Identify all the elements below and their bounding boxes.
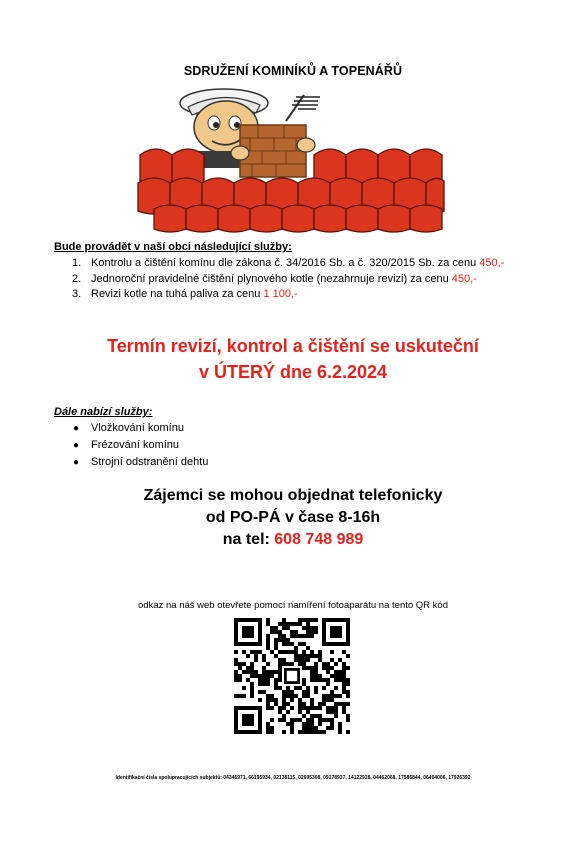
item-number: 1. <box>72 257 82 269</box>
item-text: Frézování komínu <box>91 439 180 451</box>
item-price: 1 100,- <box>263 288 298 300</box>
item-number: 2. <box>72 272 82 285</box>
qr-code-icon[interactable] <box>234 618 350 734</box>
item-price: 450,- <box>451 272 477 285</box>
term-line-2: v ÚTERÝ dne 6.2.2024 <box>198 362 388 382</box>
services-heading: Bude provádět v naší obci následující služby: <box>54 241 292 253</box>
phone-prefix: na tel: <box>222 531 275 548</box>
list-item <box>54 420 208 437</box>
list-item <box>54 287 504 303</box>
more-services-heading: Dále nabízí služby: <box>54 406 153 418</box>
phone-number[interactable]: 608 748 989 <box>274 531 364 548</box>
services-list <box>54 256 504 303</box>
contact-line-3 <box>0 529 586 551</box>
term-line-1: Termín revizí, kontrol a čištění se uskuteční <box>107 336 479 356</box>
item-text: Strojní odstranění dehtu <box>91 456 209 468</box>
bullet-icon: ● <box>73 457 80 468</box>
list-item <box>54 256 504 272</box>
item-text: Revizi kotle na tuhá paliva za cenu <box>91 288 264 300</box>
contact-line-2: od PO-PÁ v čase 8-16h <box>205 509 381 526</box>
item-number: 3. <box>72 288 82 300</box>
bullet-icon: ● <box>73 440 80 451</box>
page-title: SDRUŽENÍ KOMINÍKŮ A TOPENÁŘŮ <box>183 64 403 78</box>
list-item <box>54 272 504 288</box>
bullet-icon: ● <box>73 423 80 434</box>
term-announcement <box>0 333 586 385</box>
list-item <box>54 437 208 454</box>
item-price: 450,- <box>479 257 505 269</box>
qr-note: odkaz na náš web otevřete pomocí namíření fotoaparátu na tento QR kód <box>138 600 448 611</box>
item-text: Vložkování komínu <box>91 422 184 434</box>
item-text: Kontrolu a čištění komínu dle zákona č. 34/2016 Sb. a č. 320/2015 Sb. za cenu <box>91 257 480 269</box>
chimney-sweep-illustration <box>136 83 446 235</box>
footer-ids: Identifikační čísla spolupracujících subjektů: 04346971, 66195934, 02138115, 02695308, 09178937, 14122928, 04462068, 17586844, 06404006, 17926392 <box>115 775 471 781</box>
item-text: Jednoroční pravidelné čištění plynového kotle (nezahrnuje revizi) za cenu <box>91 272 452 285</box>
contact-block <box>0 485 586 551</box>
more-services-list <box>54 420 208 471</box>
contact-line-1: Zájemci se mohou objednat telefonicky <box>143 487 443 504</box>
list-item <box>54 454 208 471</box>
